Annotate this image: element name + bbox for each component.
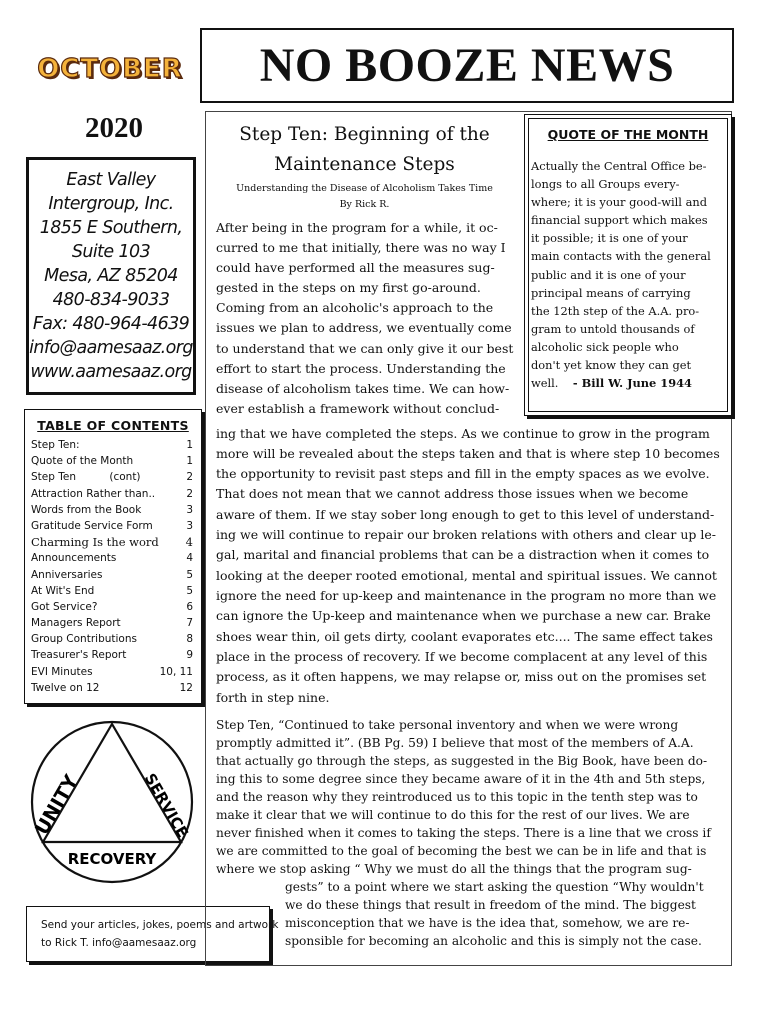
quote-line: main contacts with the general (531, 249, 711, 264)
body-line: forth in step nine. (216, 690, 330, 705)
toc-item: EVI Minutes 10, 11 (31, 665, 193, 678)
quote-line: financial support which makes (531, 213, 708, 228)
toc-item: Step Ten: 1 (31, 439, 193, 451)
quote-line: don't yet know they can get (531, 358, 692, 373)
body-line: to understand that we can only give it our best (216, 341, 514, 356)
body-line: can ignore the Up-keep and maintenance when we purchase a new car. Brake (216, 608, 711, 623)
toc-item: Treasurer's Report 9 (31, 649, 193, 662)
quote-line: the 12th step of the A.A. pro- (531, 303, 700, 318)
contact-website: www.aamesaaz.org (30, 362, 192, 382)
body-line: could have performed all the measures sug- (216, 260, 495, 275)
article-title-line: Step Ten: Beginning of the (239, 124, 490, 145)
article-subtitle (212, 181, 517, 213)
toc-item: Managers Report 7 (31, 617, 193, 630)
body-line: make it clear that we will continue to do this for the rest of our lives. We are (216, 808, 690, 822)
emblem-service: SERVICE (140, 770, 192, 841)
emblem-recovery: RECOVERY (67, 850, 157, 868)
toc-title: TABLE OF CONTENTS (37, 418, 189, 433)
toc-item: Attraction Rather than.. 2 (31, 487, 193, 500)
body-line: process, as it often happens, we may relapse or, miss out on the promises set (216, 669, 707, 684)
body-line: sponsible for becoming an alcoholic and this is simply not the case. (285, 934, 702, 948)
intergroup-contact-box (26, 157, 196, 395)
aa-circle-triangle-emblem (28, 718, 196, 886)
body-line: ing this to some degree since they became aware of it in the 4th and 5th steps, (216, 772, 706, 786)
masthead (200, 28, 734, 103)
year-label: 2020 (85, 112, 143, 144)
quote-line: where; it is your good-will and (531, 195, 707, 210)
table-of-contents (24, 409, 202, 704)
quote-line: gram to untold thousands of (531, 321, 695, 336)
quote-line: well. - Bill W. June 1944 (531, 376, 692, 391)
body-line: the opportunity to revisit past steps and fill in the empty spaces as we evolve. (216, 466, 710, 481)
body-line: aware of them. If we stay sober long enough to get to this level of understand- (216, 507, 715, 522)
body-line: effort to start the process. Understanding the (216, 361, 506, 376)
body-line: gests” to a point where we start asking the question “Why wouldn't (285, 880, 704, 894)
submissions-line: to Rick T. info@aamesaaz.org (41, 937, 197, 949)
article-subtitle-line: Understanding the Disease of Alcoholism Takes Time (236, 183, 493, 194)
body-line: and the reason why they reintroduced us to this topic in the tenth step was to (216, 790, 698, 804)
toc-item: Step Ten (cont) 2 (31, 471, 193, 484)
body-line: That does not mean that we cannot address those issues when we become (216, 486, 689, 501)
body-line: never finished when it comes to taking the steps. There is a line that we cross if (216, 826, 711, 840)
article-byline: By Rick R. (339, 199, 390, 210)
body-line: ever establish a framework without conclud- (216, 401, 500, 416)
body-line: promptly admitted it”. (BB Pg. 59) I believe that most of the members of A.A. (216, 736, 694, 750)
quote-line: public and it is one of your (531, 267, 686, 282)
contact-email: info@aamesaaz.org (29, 338, 193, 358)
toc-item: Quote of the Month 1 (31, 455, 193, 468)
toc-item: Got Service? 6 (31, 600, 193, 613)
body-line: misconception that we have is the idea that, somehow, we are re- (285, 916, 690, 930)
body-line: place in the process of recovery. If we become complacent at any level of this (216, 649, 708, 664)
month-badge: OCTOBER (37, 54, 183, 84)
newsletter-title: NO BOOZE NEWS (259, 39, 675, 92)
toc-item: Announcements 4 (31, 552, 193, 565)
body-line: After being in the program for a while, it oc- (216, 220, 498, 235)
body-line: Step Ten, “Continued to take personal inventory and when we were wrong (216, 718, 679, 732)
body-line: Coming from an alcoholic's approach to the (216, 300, 494, 315)
body-line: shoes wear thin, oil gets dirty, coolant evaporates etc.... The same effect takes (216, 629, 713, 644)
body-line: ing we will continue to repair our broken relations with others and clear up le- (216, 527, 716, 542)
toc-item: Twelve on 12 12 (31, 681, 193, 694)
body-line: that actually go through the steps, as suggested in the Big Book, have been do- (216, 754, 708, 768)
quote-line: longs to all Groups every- (531, 177, 680, 192)
body-line: ing that we have completed the steps. As we continue to grow in the program (216, 426, 710, 441)
contact-line: Intergroup, Inc. (48, 194, 174, 214)
contact-line: Suite 103 (71, 242, 151, 262)
contact-line: Mesa, AZ 85204 (44, 266, 178, 286)
body-line: issues we plan to address, we eventually come (216, 320, 512, 335)
contact-line: East Valley (66, 170, 156, 190)
body-line: we do these things that result in freedom of the mind. The biggest (285, 898, 696, 912)
quote-title: QUOTE OF THE MONTH (547, 127, 709, 142)
article-title (212, 120, 517, 180)
body-line: more will be revealed about the steps taken and that is where step 10 becomes (216, 446, 720, 461)
toc-item: Words from the Book 3 (31, 503, 193, 516)
body-line: looking at the deeper rooted emotional, mental and spiritual issues. We cannot (216, 568, 717, 583)
quote-line: principal means of carrying (531, 285, 691, 300)
toc-item: Group Contributions 8 (31, 633, 193, 646)
contact-fax: Fax: 480-964-4639 (32, 314, 190, 334)
body-line: where we stop asking “ Why we must do all the things that the program sug- (216, 862, 692, 876)
quote-line: alcoholic sick people who (531, 339, 679, 354)
quote-line: Actually the Central Office be- (531, 159, 707, 173)
contact-line: 1855 E Southern, (39, 218, 183, 238)
toc-item: Anniversaries 5 (31, 568, 193, 581)
body-line: disease of alcoholism takes time. We can how- (216, 381, 510, 396)
body-line: gal, marital and financial problems that can be a distraction when it comes to (216, 547, 710, 562)
body-line: ignore the need for up-keep and maintenance in the program no more than we (216, 588, 717, 603)
contact-phone: 480-834-9033 (52, 290, 170, 310)
body-line: we are committed to the goal of becoming the best we can be in life and that is (216, 844, 707, 858)
toc-item: Charming Is the word 4 (31, 535, 193, 550)
emblem-unity: UNITY (30, 771, 83, 839)
body-line: curred to me that initially, there was no way I (216, 240, 506, 255)
quote-text (531, 157, 725, 392)
body-line: gested in the steps on my first go-around. (216, 280, 481, 295)
submissions-line: Send your articles, jokes, poems and artwork (41, 919, 279, 931)
quote-line: it possible; it is one of your (531, 231, 688, 246)
article-title-line: Maintenance Steps (274, 154, 455, 175)
toc-item: Gratitude Service Form 3 (31, 519, 193, 532)
quote-attribution: - Bill W. June 1944 (572, 376, 692, 391)
quote-of-the-month-box (524, 114, 732, 416)
toc-item: At Wit's End 5 (31, 584, 193, 597)
